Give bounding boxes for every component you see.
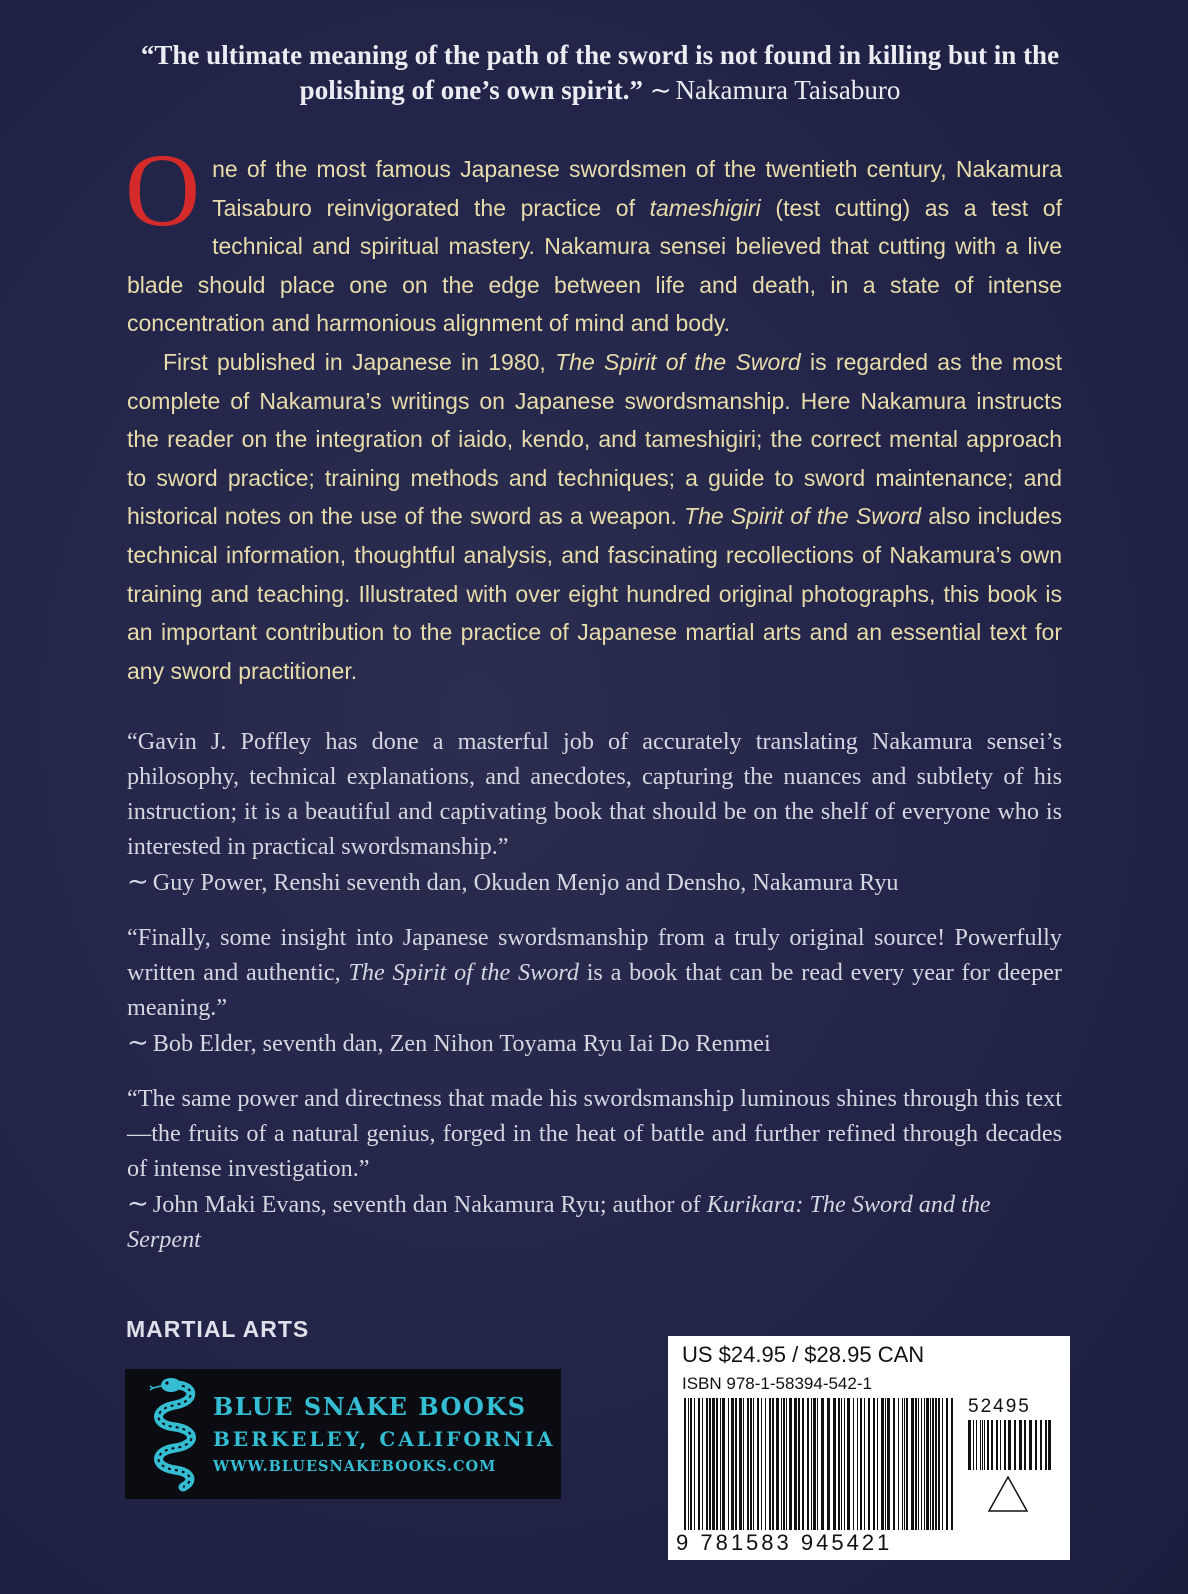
barcode-bar <box>720 1398 721 1530</box>
barcode-bar <box>877 1398 878 1530</box>
barcode-bar <box>750 1398 752 1530</box>
barcode-bar <box>932 1398 934 1530</box>
book-title-italic: The Spirit of the Sword <box>348 959 579 986</box>
addon-bar <box>1019 1420 1022 1470</box>
addon-bar <box>1004 1420 1006 1470</box>
addon-bar <box>1040 1420 1042 1470</box>
category-label: MARTIAL ARTS <box>126 1316 310 1342</box>
barcode-bar <box>690 1398 692 1530</box>
barcode-bar <box>893 1398 895 1530</box>
barcode-bar <box>776 1398 779 1530</box>
barcode-bar <box>873 1398 875 1530</box>
barcode-bar <box>887 1398 890 1530</box>
book-title-italic: The Spirit of the Sword <box>684 503 922 530</box>
barcode-bar <box>902 1398 903 1530</box>
addon-bar <box>1029 1420 1032 1470</box>
endorsement-attribution: Bob Elder, seventh dan, Zen Nihon Toyama Ryu Iai Do Renmei <box>152 1030 771 1057</box>
barcode-bar <box>817 1398 818 1530</box>
addon-bar <box>976 1420 977 1470</box>
barcode-bar <box>761 1398 762 1530</box>
publisher-name: BLUE SNAKE BOOKS <box>213 1392 527 1421</box>
addon-bar <box>1000 1420 1001 1470</box>
epigraph <box>140 38 1060 108</box>
barcode-bar <box>694 1398 695 1530</box>
barcode-bar <box>783 1398 785 1530</box>
book-description <box>125 133 1062 690</box>
endorsements <box>127 724 1062 1277</box>
endorsement-1 <box>127 724 1062 900</box>
barcode-bar <box>781 1398 782 1530</box>
tilde-dash-icon: ∼ <box>127 1028 149 1057</box>
barcode-bar <box>860 1398 862 1530</box>
addon-bar <box>1008 1420 1011 1470</box>
barcode-bar <box>951 1398 953 1530</box>
barcode-bar <box>924 1398 925 1530</box>
endorsement-3 <box>127 1081 1062 1257</box>
barcode-bar <box>709 1398 711 1530</box>
publisher-website: WWW.BLUESNAKEBOOKS.COM <box>213 1458 497 1475</box>
addon-bar <box>1014 1420 1016 1470</box>
barcode-bar <box>821 1398 824 1530</box>
addon-bar <box>984 1420 985 1470</box>
barcode-bar <box>847 1398 850 1530</box>
endorsement-text: “The same power and directness that made his swordsmanship luminous shines through this text—the fruits of a natural genius, forged in the heat of battle and further refined through decades of intense investigation.” <box>127 1085 1062 1182</box>
barcode-bar <box>841 1398 842 1530</box>
barcode-bar <box>921 1398 922 1530</box>
barcode-bar <box>930 1398 931 1530</box>
addon-bar <box>968 1420 971 1470</box>
barcode-bar <box>789 1398 792 1530</box>
endorsement-text: “Gavin J. Poffley has done a masterful job of accurately translating Nakamura sensei’s philosophy, technical explanations, and anecdotes, capturing the nuances and subtlety of his instruction; it is a beautiful and captivating book that should be on the shelf of everyone who is interested in practical swordsmanship.” <box>127 728 1062 860</box>
barcode-bar <box>946 1398 948 1530</box>
endorsement-2 <box>127 920 1062 1061</box>
snake-icon <box>145 1375 205 1493</box>
barcode-bar <box>765 1398 766 1530</box>
barcode-bar <box>735 1398 737 1530</box>
barcode-bar <box>844 1398 845 1530</box>
book-title-italic: Kurikara: The Sword and the Serpent <box>127 1191 991 1253</box>
barcode-bar <box>702 1398 703 1530</box>
barcode-bar <box>904 1398 905 1530</box>
epigraph-quote: “The ultimate meaning of the path of the sword is not found in killing but in the polishing of one’s own spirit.” <box>140 40 1060 105</box>
barcode-bar <box>743 1398 744 1530</box>
publisher-city: BERKELEY, CALIFORNIA <box>213 1427 556 1451</box>
barcode-bar <box>802 1398 804 1530</box>
description-paragraph-1 <box>125 133 1062 343</box>
epigraph-attribution: Nakamura Taisaburo <box>675 75 901 105</box>
barcode-bar <box>868 1398 870 1530</box>
description-text: (test cutting) as a test of technical and spiritual mastery. Nakamura sensei believed that cutting with a live blade should place one on the edge between life and death, in a state of intense concentration and harmonious alignment of mind and body. <box>127 194 1062 337</box>
endorsement-attribution: Guy Power, Renshi seventh dan, Okuden Menjo and Densho, Nakamura Ryu <box>152 869 899 896</box>
barcode-bar <box>827 1398 830 1530</box>
barcode-bar <box>915 1398 917 1530</box>
barcode-bar <box>798 1398 800 1530</box>
description-text: First published in Japanese in 1980, <box>163 348 556 375</box>
barcode-bar <box>864 1398 865 1530</box>
barcode-bar <box>853 1398 854 1530</box>
barcode-bar <box>728 1398 729 1530</box>
barcode-bar <box>731 1398 734 1530</box>
description-text: also includes technical information, thoughtful analysis, and fascinating recollections of Nakamura’s own training and teaching. Illustrated with over eight hundred original photographs, this book is an important contribution to the practice of Japanese martial arts and an essential text for any sword practitioner. <box>127 503 1062 684</box>
barcode-bar <box>813 1398 816 1530</box>
ean-digits: 9 781583 945421 <box>676 1530 893 1555</box>
tilde-dash-icon: ∼ <box>649 76 672 105</box>
barcode-bar <box>722 1398 725 1530</box>
endorsement-text-part: is a book that can be read every year for deeper meaning.” <box>127 959 1062 1021</box>
addon-bar <box>1045 1420 1047 1470</box>
barcode-bar <box>898 1398 899 1530</box>
description-text: ne of the most famous Japanese swordsmen of the twentieth century, Nakamura Taisaburo reinvigorated the practice of <box>212 156 1062 221</box>
barcode-bar <box>885 1398 886 1530</box>
barcode-bar <box>938 1398 940 1530</box>
isbn-text: ISBN 978-1-58394-542-1 <box>682 1374 872 1393</box>
addon-bar <box>980 1420 981 1470</box>
barcode-bar <box>935 1398 937 1530</box>
barcode-bar <box>757 1398 759 1530</box>
barcode-bar <box>906 1398 908 1530</box>
endorsement-attribution: John Maki Evans, seventh dan Nakamura Ryu; author of <box>152 1191 707 1218</box>
addon-bar <box>991 1420 993 1470</box>
barcode-bar <box>833 1398 836 1530</box>
barcode-bar <box>942 1398 943 1530</box>
barcode-bar <box>807 1398 809 1530</box>
tilde-dash-icon: ∼ <box>127 867 149 896</box>
addon-code: 52495 <box>968 1396 1031 1417</box>
barcode-bar <box>811 1398 812 1530</box>
book-title-italic: The Spirit of the Sword <box>555 348 801 375</box>
addon-bar <box>1048 1420 1051 1470</box>
description-paragraph-2 <box>127 343 1062 690</box>
barcode-bar <box>857 1398 858 1530</box>
barcode-bar <box>786 1398 787 1530</box>
drop-cap: O <box>125 133 201 248</box>
barcode-bar <box>918 1398 919 1530</box>
barcode-bar <box>794 1398 797 1530</box>
addon-bar <box>973 1420 974 1470</box>
barcode-bar <box>712 1398 715 1530</box>
barcode-bar <box>753 1398 754 1530</box>
barcode-bar <box>706 1398 708 1530</box>
description-text: is regarded as the most complete of Nakamura’s writings on Japanese swordsmanship. Here Nakamura instructs the reader on the integration of iaido, kendo, and tameshigiri; the correct mental approach to sword practice; training methods and techniques; a guide to sword maintenance; and historical notes on the use of the sword as a weapon. <box>127 348 1062 530</box>
addon-bar <box>996 1420 998 1470</box>
tilde-dash-icon: ∼ <box>127 1189 149 1218</box>
endorsement-text <box>127 920 1062 1025</box>
description-term: tameshigiri <box>649 194 761 221</box>
barcode-bar <box>688 1398 689 1530</box>
addon-bar <box>1024 1420 1026 1470</box>
barcode-bar <box>698 1398 700 1530</box>
barcode-label <box>668 1336 1070 1560</box>
addon-bar <box>987 1420 989 1470</box>
barcode-bar <box>911 1398 914 1530</box>
barcode-bar <box>838 1398 840 1530</box>
barcode-bar <box>769 1398 771 1530</box>
addon-bar <box>982 1420 983 1470</box>
triangle-icon <box>986 1474 1030 1514</box>
barcode-bar <box>739 1398 742 1530</box>
barcode-bar <box>926 1398 929 1530</box>
barcode-bar <box>684 1398 686 1530</box>
price-text: US $24.95 / $28.95 CAN <box>682 1342 925 1367</box>
addon-bar <box>1035 1420 1037 1470</box>
barcode-bar <box>881 1398 884 1530</box>
publisher-logo-block <box>125 1369 561 1499</box>
barcode-bar <box>772 1398 774 1530</box>
endorsement-text-part: “Finally, some insight into Japanese swordsmanship from a truly original source! Powerfully written and authentic, <box>127 924 1062 986</box>
barcode-bar <box>716 1398 718 1530</box>
barcode-bar <box>747 1398 749 1530</box>
